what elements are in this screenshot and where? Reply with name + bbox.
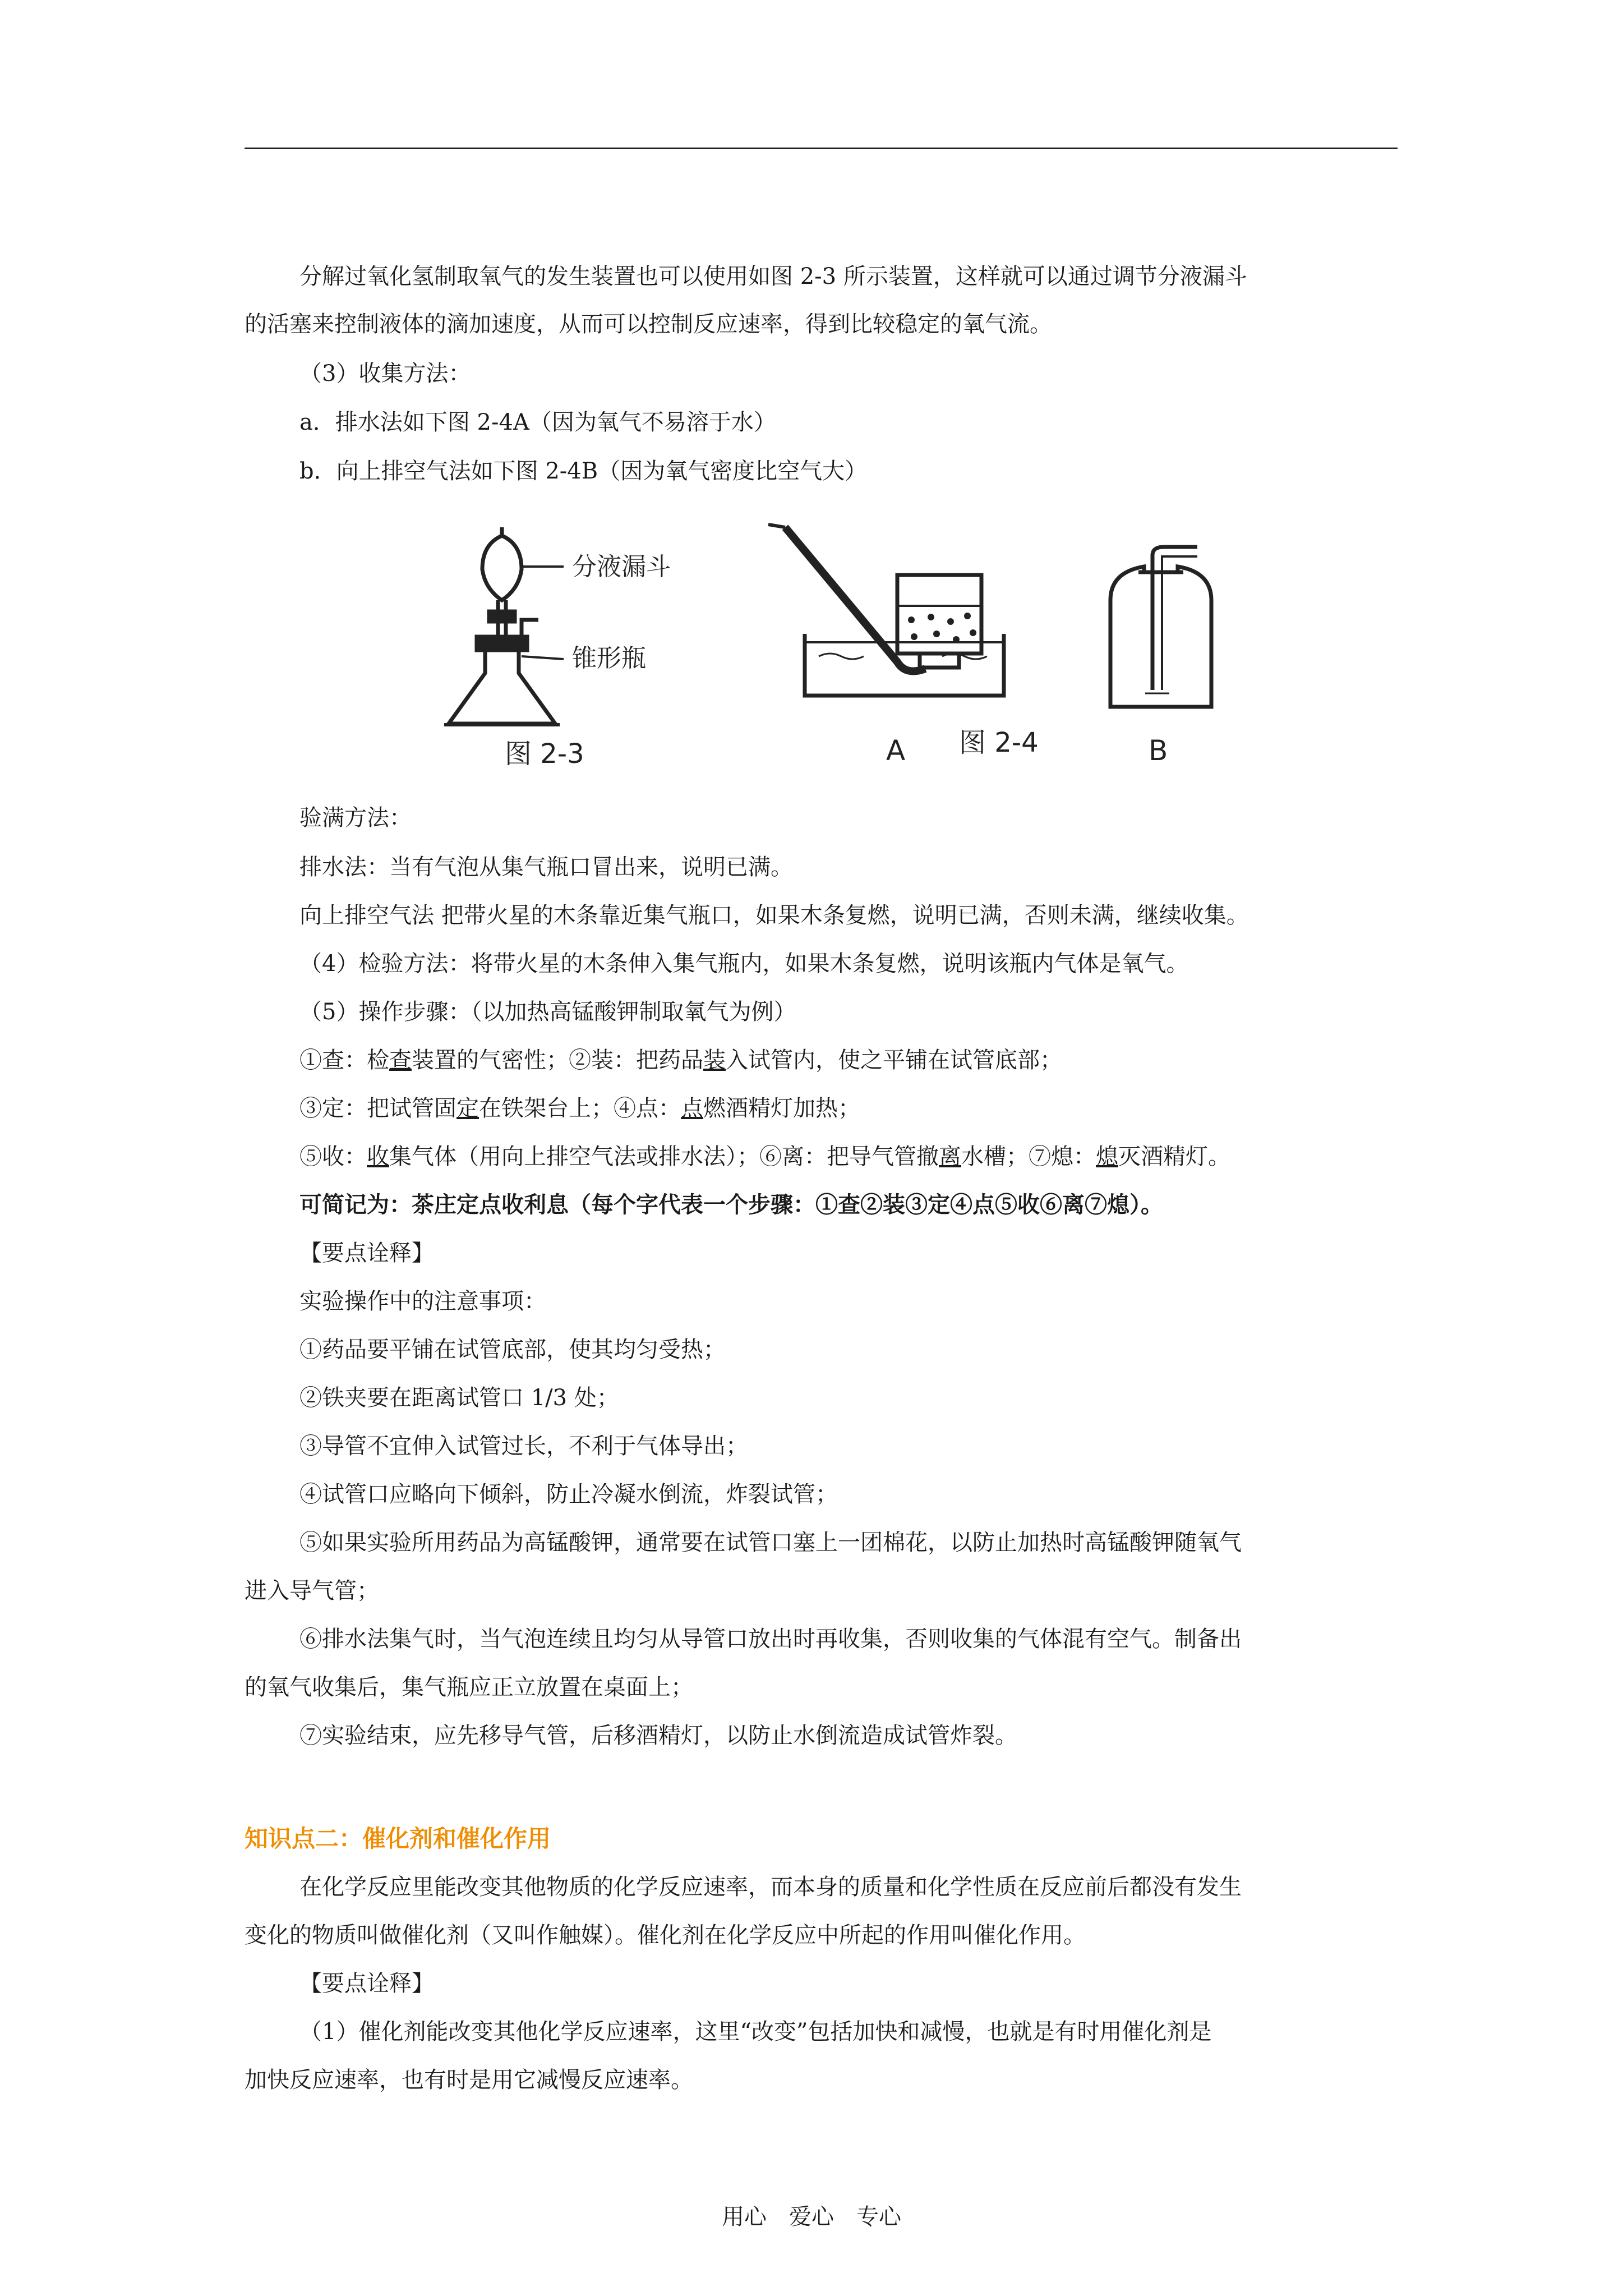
- notes-intro: 实验操作中的注意事项：: [299, 1289, 546, 1314]
- step4-key: 点: [681, 1096, 703, 1121]
- collection-item-b: b．向上排空气法如下图 2-4B（因为氧气密度比空气大）: [299, 458, 868, 484]
- check-full-heading: 验满方法：: [299, 805, 412, 831]
- note-6-line-1: ⑥排水法集气时，当气泡连续且均匀从导管口放出时再收集，否则收集的气体混有空气。制备出: [299, 1626, 1242, 1652]
- separatory-funnel-flask-diagram: [444, 527, 564, 725]
- note-3: ③导管不宜伸入试管过长，不利于气体导出；: [299, 1433, 748, 1459]
- label-A: A: [886, 734, 906, 767]
- step4-rest: 燃酒精灯加热；: [703, 1096, 860, 1121]
- collection-item-a: a．排水法如下图 2-4A（因为氧气不易溶于水）: [299, 409, 776, 435]
- section2-notes-heading: 【要点诠释】: [299, 1971, 434, 1996]
- caption-fig-2-4: 图 2-4: [959, 727, 1039, 758]
- step6-key: 离: [939, 1144, 961, 1170]
- upward-air-displacement-diagram: [1110, 547, 1211, 707]
- steps-heading: （5）操作步骤：（以加热高锰酸钾制取氧气为例）: [299, 999, 796, 1025]
- note-5-line-1: ⑤如果实验所用药品为高锰酸钾，通常要在试管口塞上一团棉花，以防止加热时高锰酸钾随氧气: [299, 1530, 1242, 1556]
- step5-key: 收: [367, 1144, 389, 1170]
- section-title-catalyst: 知识点二：催化剂和催化作用: [245, 1825, 551, 1852]
- water-displacement-diagram: [768, 524, 1004, 696]
- step7-text: 水槽；⑦熄：: [961, 1144, 1096, 1170]
- step7-rest: 灭酒精灯。: [1118, 1144, 1230, 1170]
- step2-text: 装置的气密性；②装：把药品: [412, 1047, 703, 1073]
- step2-key: 装: [703, 1047, 726, 1073]
- page-footer: 用心 爱心 专心: [722, 2204, 901, 2230]
- intro-line-1: 分解过氧化氢制取氧气的发生装置也可以使用如图 2-3 所示装置，这样就可以通过调节分液漏斗: [299, 264, 1247, 289]
- note-5-line-2: 进入导气管；: [245, 1578, 379, 1604]
- test-method: （4）检验方法：将带火星的木条伸入集气瓶内，如果木条复燃，说明该瓶内气体是氧气。: [299, 951, 1189, 977]
- note-1: ①药品要平铺在试管底部，使其均匀受热；: [299, 1337, 726, 1363]
- notes-heading: 【要点诠释】: [299, 1240, 434, 1266]
- note-2: ②铁夹要在距离试管口 1/3 处；: [299, 1385, 619, 1411]
- steps-mnemonic: 可简记为：茶庄定点收利息（每个字代表一个步骤：①查②装③定④点⑤收⑥离⑦熄）。: [299, 1191, 1163, 1218]
- label-B: B: [1149, 734, 1168, 767]
- catalyst-def-line-1: 在化学反应里能改变其他物质的化学反应速率，而本身的质量和化学性质在反应前后都没有发生: [299, 1874, 1242, 1900]
- step3-text: ③定：把试管固: [299, 1096, 457, 1121]
- check-full-water: 排水法：当有气泡从集气瓶口冒出来，说明已满。: [299, 854, 793, 880]
- label-flask: 锥形瓶: [572, 644, 646, 673]
- catalyst-note-line-2: 加快反应速率，也有时是用它减慢反应速率。: [245, 2067, 693, 2093]
- intro-line-2: 的活塞来控制液体的滴加速度，从而可以控制反应速率，得到比较稳定的氧气流。: [245, 311, 1052, 337]
- step3-key: 定: [457, 1096, 479, 1121]
- note-6-line-2: 的氧气收集后，集气瓶应正立放置在桌面上；: [245, 1674, 693, 1700]
- collection-heading: （3）收集方法：: [299, 361, 471, 386]
- caption-fig-2-3: 图 2-3: [505, 738, 584, 770]
- step4-text: 在铁架台上；④点：: [479, 1096, 681, 1121]
- step2-rest: 入试管内，使之平铺在试管底部；: [726, 1047, 1062, 1073]
- check-full-air: 向上排空气法 把带火星的木条靠近集气瓶口，如果木条复燃，说明已满，否则未满，继续收集。: [299, 903, 1249, 928]
- note-4: ④试管口应略向下倾斜，防止冷凝水倒流，炸裂试管；: [299, 1481, 838, 1507]
- label-funnel: 分液漏斗: [572, 553, 671, 581]
- step1-text: ①查：检: [299, 1047, 389, 1073]
- catalyst-note-line-1: （1）催化剂能改变其他化学反应速率，这里“改变”包括加快和减慢，也就是有时用催化剂是: [299, 2019, 1212, 2045]
- step-line-1: [299, 1045, 1062, 1076]
- note-7: ⑦实验结束，应先移导气管，后移酒精灯，以防止水倒流造成试管炸裂。: [299, 1723, 1017, 1749]
- header-rule: [245, 148, 1398, 149]
- catalyst-def-line-2: 变化的物质叫做催化剂（又叫作触媒）。催化剂在化学反应中所起的作用叫催化作用。: [245, 1922, 1086, 1948]
- apparatus-figure: [437, 522, 1256, 774]
- step-line-2: [299, 1093, 860, 1124]
- step7-key: 熄: [1096, 1144, 1118, 1170]
- step-line-3: [299, 1141, 1230, 1172]
- step6-text: 集气体（用向上排空气法或排水法）；⑥离：把导气管撤: [389, 1144, 939, 1170]
- step1-key: 查: [389, 1047, 412, 1073]
- step5-text: ⑤收：: [299, 1144, 367, 1170]
